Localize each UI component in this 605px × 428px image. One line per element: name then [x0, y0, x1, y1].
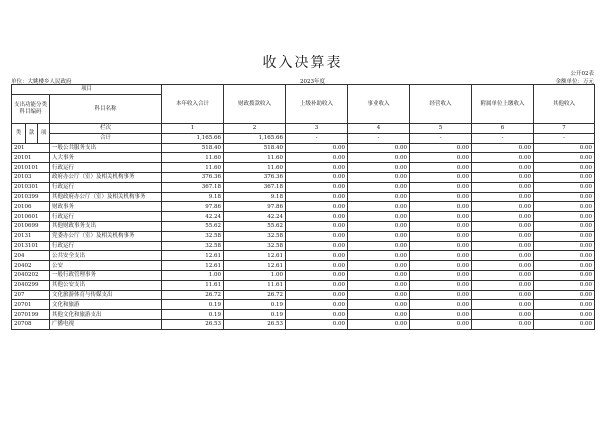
amount-cell: 0.00 [348, 163, 410, 173]
lei-header: 类 [12, 124, 26, 144]
subject-name: 其他财政事务支出 [50, 221, 162, 231]
amount-cell: 0.00 [286, 300, 348, 310]
amount-cell: 32.58 [224, 231, 286, 241]
amount-cell: 0.00 [286, 251, 348, 261]
amount-cell: 12.61 [162, 251, 224, 261]
total-value: 1,165.66 [224, 133, 286, 143]
lanci-label: 栏次 [50, 124, 162, 134]
amount-cell: 26.53 [162, 319, 224, 329]
subject-code: 20708 [12, 319, 50, 329]
subject-name: 一般公共服务支出 [50, 143, 162, 153]
total-label: 合计 [50, 133, 162, 143]
subject-code: 2010399 [12, 192, 50, 202]
amount-cell: 0.00 [348, 202, 410, 212]
amount-cell: 0.00 [472, 319, 534, 329]
amount-cell: 0.19 [162, 300, 224, 310]
amount-cell: 0.00 [472, 231, 534, 241]
subject-name: 政府办公厅（室）及相关机构事务 [50, 172, 162, 182]
amount-cell: 367.18 [224, 182, 286, 192]
amount-cell: 0.00 [410, 202, 472, 212]
amount-cell: 11.60 [224, 163, 286, 173]
table-row [12, 261, 595, 271]
amount-cell: 0.00 [286, 153, 348, 163]
subject-name: 公安 [50, 261, 162, 271]
amount-cell: 0.00 [410, 192, 472, 202]
amount-cell: 0.00 [286, 163, 348, 173]
amount-cell: 0.00 [348, 310, 410, 320]
col-number: 7 [534, 124, 595, 134]
amount-cell: 0.00 [534, 143, 595, 153]
table-row [12, 221, 595, 231]
amount-cell: 0.00 [410, 153, 472, 163]
amount-cell: 1.00 [162, 270, 224, 280]
subject-name: 其他公安支出 [50, 280, 162, 290]
amount-cell: 12.61 [224, 251, 286, 261]
table-row [12, 290, 595, 300]
amount-cell: 0.00 [348, 153, 410, 163]
amount-cell: 9.18 [162, 192, 224, 202]
amount-cell: 1.00 [224, 270, 286, 280]
amount-cell: 0.00 [348, 221, 410, 231]
amount-cell: 0.00 [410, 231, 472, 241]
amount-cell: 0.00 [472, 212, 534, 222]
subject-name: 行政运行 [50, 163, 162, 173]
amount-cell: 0.00 [348, 212, 410, 222]
amount-cell: 0.00 [286, 231, 348, 241]
col-header: 附属单位上缴收入 [472, 85, 534, 124]
amount-cell: 0.00 [348, 280, 410, 290]
xiang-header: 项 [38, 124, 50, 144]
amount-cell: 0.19 [224, 300, 286, 310]
amount-cell: 0.00 [410, 212, 472, 222]
amount-cell: 0.00 [534, 319, 595, 329]
subject-code: 20103 [12, 172, 50, 182]
amount-cell: 26.72 [162, 290, 224, 300]
amount-cell: 0.00 [534, 280, 595, 290]
amount-cell: 0.00 [348, 182, 410, 192]
subject-name: 行政运行 [50, 212, 162, 222]
unit-name: 单位：大姚楼乡人民政府 [11, 79, 72, 85]
subject-code: 207 [12, 290, 50, 300]
page-title: 收入决算表 [262, 55, 343, 71]
amount-cell: 0.00 [410, 221, 472, 231]
subject-name: 财政事务 [50, 202, 162, 212]
amount-cell: 97.86 [162, 202, 224, 212]
subject-code: 20402 [12, 261, 50, 271]
amount-cell: 0.00 [534, 310, 595, 320]
amount-cell: 0.00 [410, 300, 472, 310]
amount-cell: 0.00 [410, 310, 472, 320]
amount-cell: 11.60 [162, 163, 224, 173]
amount-cell: 0.00 [472, 241, 534, 251]
amount-cell: 0.00 [472, 280, 534, 290]
amount-cell: 0.00 [534, 192, 595, 202]
amount-cell: 0.00 [410, 251, 472, 261]
subject-code: 2013101 [12, 241, 50, 251]
col-header: 财政拨款收入 [224, 85, 286, 124]
amount-cell: 12.61 [162, 261, 224, 271]
table-row [12, 280, 595, 290]
col-number: 6 [472, 124, 534, 134]
amount-cell: 0.00 [286, 241, 348, 251]
amount-cell: 0.00 [286, 319, 348, 329]
amount-cell: 0.00 [348, 251, 410, 261]
amount-cell: 0.00 [472, 143, 534, 153]
amount-cell: 0.00 [534, 300, 595, 310]
amount-cell: 32.58 [162, 241, 224, 251]
table-row [12, 251, 595, 261]
amount-cell: 0.00 [286, 192, 348, 202]
table-row [12, 143, 595, 153]
table-row [12, 163, 595, 173]
amount-cell: 11.60 [162, 153, 224, 163]
amount-cell: 0.00 [472, 192, 534, 202]
amount-cell: 0.00 [534, 182, 595, 192]
amount-cell: 0.00 [286, 290, 348, 300]
amount-cell: 376.36 [162, 172, 224, 182]
amount-cell: 0.00 [534, 172, 595, 182]
amount-cell: 12.61 [224, 261, 286, 271]
amount-cell: 0.00 [534, 163, 595, 173]
amount-cell: 9.18 [224, 192, 286, 202]
table-row [12, 182, 595, 192]
subject-code: 201 [12, 143, 50, 153]
kuan-header: 款 [26, 124, 38, 144]
func-class-header: 支出功能分类科目编码 [12, 94, 50, 123]
amount-cell: 0.00 [410, 270, 472, 280]
amount-cell: 0.00 [286, 212, 348, 222]
subject-name: 其他文化和旅游支出 [50, 310, 162, 320]
subject-name: 行政运行 [50, 182, 162, 192]
subject-code: 20101 [12, 153, 50, 163]
amount-cell: 26.72 [224, 290, 286, 300]
amount-cell: 0.00 [534, 270, 595, 280]
amount-cell: 0.00 [286, 221, 348, 231]
col-header: 经营收入 [410, 85, 472, 124]
table-row [12, 241, 595, 251]
amount-cell: 0.00 [348, 300, 410, 310]
amount-cell: 0.00 [410, 290, 472, 300]
amount-cell: 32.58 [162, 231, 224, 241]
subject-name-header: 科目名称 [50, 94, 162, 123]
subject-code: 2040299 [12, 280, 50, 290]
table-row [12, 310, 595, 320]
col-header: 事业收入 [348, 85, 410, 124]
amount-cell: 0.00 [286, 270, 348, 280]
amount-cell: 11.61 [224, 280, 286, 290]
subject-code: 204 [12, 251, 50, 261]
amount-cell: 0.00 [410, 261, 472, 271]
col-number: 1 [162, 124, 224, 134]
amount-cell: 0.00 [472, 182, 534, 192]
amount-cell: 518.40 [162, 143, 224, 153]
subject-name: 公共安全支出 [50, 251, 162, 261]
amount-cell: 0.00 [534, 251, 595, 261]
amount-cell: 0.00 [348, 241, 410, 251]
amount-cell: 0.00 [410, 280, 472, 290]
amount-cell: 55.62 [224, 221, 286, 231]
amount-cell: 0.00 [410, 143, 472, 153]
amount-cell: 97.86 [224, 202, 286, 212]
amount-cell: 0.00 [348, 290, 410, 300]
amount-cell: 32.58 [224, 241, 286, 251]
total-value: - [348, 133, 410, 143]
subject-code: 2070199 [12, 310, 50, 320]
amount-cell: 0.00 [472, 300, 534, 310]
amount-cell: 0.00 [348, 231, 410, 241]
amount-cell: 11.60 [224, 153, 286, 163]
amount-cell: 0.00 [348, 143, 410, 153]
amount-cell: 0.00 [286, 280, 348, 290]
amount-cell: 0.00 [534, 241, 595, 251]
amount-cell: 0.00 [410, 241, 472, 251]
subject-code: 2010101 [12, 163, 50, 173]
col-number: 5 [410, 124, 472, 134]
table-row [12, 231, 595, 241]
subject-code: 2010699 [12, 221, 50, 231]
amount-cell: 0.00 [410, 182, 472, 192]
table-row [12, 192, 595, 202]
subject-name: 人大事务 [50, 153, 162, 163]
amount-cell: 0.00 [534, 231, 595, 241]
amount-cell: 0.00 [286, 261, 348, 271]
amount-cell: 0.00 [472, 261, 534, 271]
amount-cell: 0.00 [472, 202, 534, 212]
total-value: - [472, 133, 534, 143]
table-row [12, 172, 595, 182]
amount-cell: 26.53 [224, 319, 286, 329]
subject-code: 20106 [12, 202, 50, 212]
amount-cell: 0.00 [348, 172, 410, 182]
total-value: - [286, 133, 348, 143]
col-header: 上级补助收入 [286, 85, 348, 124]
amount-cell: 0.00 [472, 153, 534, 163]
amount-cell: 0.19 [224, 310, 286, 320]
amount-cell: 518.40 [224, 143, 286, 153]
amount-cell: 0.00 [472, 251, 534, 261]
subject-code: 2040202 [12, 270, 50, 280]
subject-name: 行政运行 [50, 241, 162, 251]
amount-cell: 0.00 [348, 270, 410, 280]
subject-code: 20131 [12, 231, 50, 241]
col-number: 2 [224, 124, 286, 134]
amount-cell: 0.00 [534, 261, 595, 271]
col-number: 4 [348, 124, 410, 134]
subject-name: 文化和旅游 [50, 300, 162, 310]
col-header: 本年收入合计 [162, 85, 224, 124]
amount-cell: 0.00 [286, 310, 348, 320]
table-row [12, 202, 595, 212]
subject-name: 党委办公厅（室）及相关机构事务 [50, 231, 162, 241]
subject-name: 其他政府办公厅（室）及相关机构事务 [50, 192, 162, 202]
amount-cell: 0.00 [472, 310, 534, 320]
form-code: 公开02表 [570, 71, 594, 77]
amount-cell: 55.62 [162, 221, 224, 231]
amount-cell: 0.00 [286, 143, 348, 153]
subject-name: 一般行政管理事务 [50, 270, 162, 280]
table-row [12, 270, 595, 280]
amount-cell: 11.61 [162, 280, 224, 290]
amount-cell: 367.18 [162, 182, 224, 192]
total-value: - [534, 133, 595, 143]
amount-cell: 0.00 [534, 153, 595, 163]
project-header: 项目 [12, 85, 162, 95]
subject-name: 广播电视 [50, 319, 162, 329]
amount-cell: 0.00 [286, 172, 348, 182]
amount-cell: 376.36 [224, 172, 286, 182]
table-row [12, 300, 595, 310]
amount-cell: 0.00 [472, 172, 534, 182]
subject-code: 2010301 [12, 182, 50, 192]
subject-code: 20701 [12, 300, 50, 310]
amount-cell: 0.00 [286, 182, 348, 192]
amount-cell: 0.00 [410, 319, 472, 329]
income-table [11, 84, 595, 330]
col-header: 其他收入 [534, 85, 595, 124]
amount-cell: 0.00 [410, 172, 472, 182]
amount-cell: 0.00 [286, 202, 348, 212]
table-row [12, 153, 595, 163]
amount-cell: 0.00 [348, 192, 410, 202]
table-row [12, 319, 595, 329]
total-value: - [410, 133, 472, 143]
amount-cell: 0.00 [472, 270, 534, 280]
amount-cell: 0.00 [410, 163, 472, 173]
amount-cell: 0.00 [472, 163, 534, 173]
table-row [12, 212, 595, 222]
amount-cell: 42.24 [162, 212, 224, 222]
amount-cell: 0.00 [534, 221, 595, 231]
amount-cell: 0.00 [534, 212, 595, 222]
amount-cell: 0.00 [534, 202, 595, 212]
subject-name: 文化旅游体育与传媒支出 [50, 290, 162, 300]
fiscal-year: 2023年度 [300, 79, 325, 85]
amount-cell: 0.19 [162, 310, 224, 320]
amount-unit: 金额单位：万元 [555, 79, 594, 85]
amount-cell: 0.00 [348, 261, 410, 271]
amount-cell: 0.00 [472, 221, 534, 231]
col-number: 3 [286, 124, 348, 134]
amount-cell: 42.24 [224, 212, 286, 222]
total-value: 1,165.66 [162, 133, 224, 143]
amount-cell: 0.00 [348, 319, 410, 329]
amount-cell: 0.00 [534, 290, 595, 300]
subject-code: 2010601 [12, 212, 50, 222]
amount-cell: 0.00 [472, 290, 534, 300]
